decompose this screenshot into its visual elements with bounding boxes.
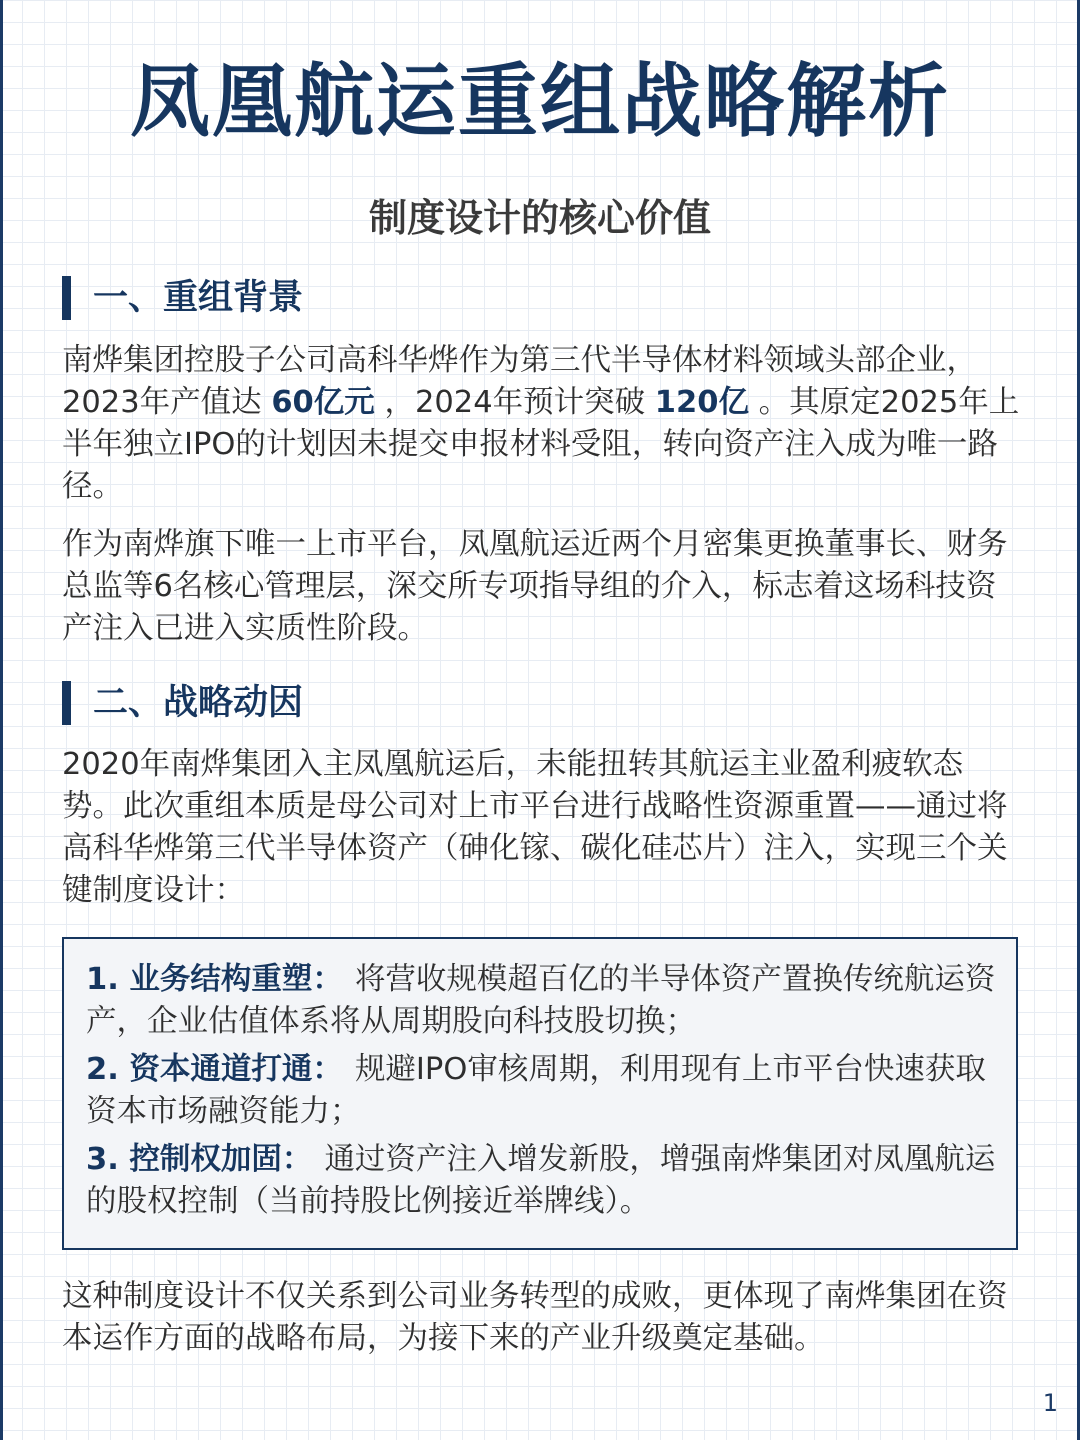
section-heading-label: 二、战略动因 <box>93 683 304 723</box>
item-lead: 3. 控制权加固： <box>86 1142 313 1177</box>
motivation-paragraph: 2020年南烨集团入主凤凰航运后，未能扭转其航运主业盈利疲软态势。此次重组本质是母公司对上市平台进行战略性资源重置——通过将高科华烨第三代半导体资产（砷化镓、碳化硅芯片）注入，实现三个关键制度设计： <box>62 747 1008 908</box>
key-design-item-3 <box>86 1139 996 1223</box>
item-lead: 1. 业务结构重塑： <box>86 962 343 997</box>
page-number: 1 <box>1042 1389 1058 1417</box>
page-title: 凤凰航运重组战略解析 <box>130 55 950 148</box>
key-design-item-2 <box>86 1049 996 1133</box>
key-design-box <box>62 937 1018 1250</box>
text-run: ，2024年预计突破 <box>374 385 655 420</box>
item-text: 规避IPO审核周期，利用现有上市平台快速获取资本市场融资能力； <box>86 1052 986 1129</box>
text-run: 南烨集团控股子公司高科华烨作为第三代半导体材料领域头部企业，2023年产值达 <box>62 343 977 420</box>
section-heading-motivation <box>62 681 303 725</box>
heading-accent-bar <box>62 276 71 320</box>
item-text: 通过资产注入增发新股，增强南烨集团对凤凰航运的股权控制（当前持股比例接近举牌线）。 <box>86 1142 996 1219</box>
page-subtitle: 制度设计的核心价值 <box>368 196 711 240</box>
section-heading-background <box>62 276 303 320</box>
highlight-value-2023: 60亿元 <box>271 385 375 420</box>
background-paragraph-1 <box>62 340 1022 508</box>
closing-paragraph: 这种制度设计不仅关系到公司业务转型的成败，更体现了南烨集团在资本运作方面的战略布局，为接下来的产业升级奠定基础。 <box>62 1279 1008 1356</box>
section-heading-label: 一、重组背景 <box>93 278 304 318</box>
highlight-value-2024: 120亿 <box>654 385 749 420</box>
background-paragraph-2: 作为南烨旗下唯一上市平台，凤凰航运近两个月密集更换董事长、财务总监等6名核心管理层，深交所专项指导组的介入，标志着这场科技资产注入已进入实质性阶段。 <box>62 527 1008 646</box>
item-lead: 2. 资本通道打通： <box>86 1052 343 1087</box>
heading-accent-bar <box>62 681 71 725</box>
text-run: 。其原定2025年上半年独立IPO的计划因未提交申报材料受阻，转向资产注入成为唯一路径。 <box>62 385 1020 504</box>
key-design-item-1 <box>86 959 996 1043</box>
item-text: 将营收规模超百亿的半导体资产置换传统航运资产，企业估值体系将从周期股向科技股切换； <box>86 962 996 1039</box>
